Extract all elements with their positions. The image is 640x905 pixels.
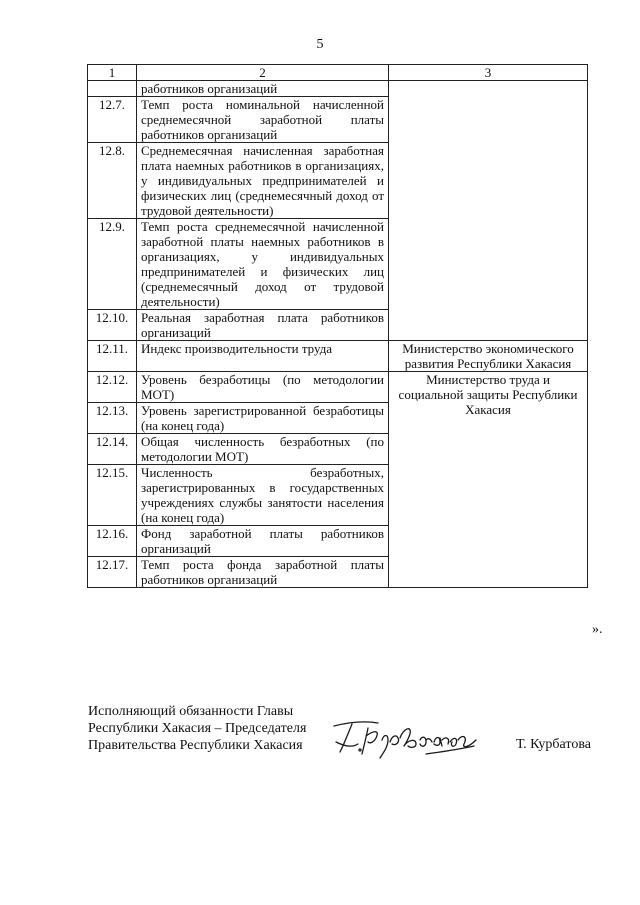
row-number: 12.9. <box>88 219 137 310</box>
row-number: 12.11. <box>88 341 137 372</box>
header-col-1: 1 <box>88 65 137 81</box>
row-description: Реальная заработная плата работников организаций <box>137 310 389 341</box>
row-number <box>88 81 137 97</box>
header-col-2: 2 <box>137 65 389 81</box>
row-number: 12.8. <box>88 143 137 219</box>
header-col-3: 3 <box>389 65 588 81</box>
row-number: 12.14. <box>88 434 137 465</box>
closing-quote: ». <box>592 622 603 637</box>
signatory-title-line: Республики Хакасия – Председателя <box>88 721 307 736</box>
table-row <box>88 372 588 403</box>
handwritten-signature <box>330 712 480 760</box>
department-cell-empty <box>389 81 588 341</box>
row-description: Темп роста номинальной начисленной среднемесячной заработной платы работников организаций <box>137 97 389 143</box>
department-labor: Министерство труда и социальной защиты Республики Хакасия <box>389 372 588 588</box>
table-row <box>88 81 588 97</box>
row-description: Фонд заработной платы работников организаций <box>137 526 389 557</box>
row-description: Среднемесячная начисленная заработная плата наемных работников в организациях, у индивидуальных предпринимателей и физических лиц (среднемесячный доход от трудовой деятельности) <box>137 143 389 219</box>
row-number: 12.7. <box>88 97 137 143</box>
signatory-name: Т. Курбатова <box>516 737 591 752</box>
row-description: Уровень зарегистрированной безработицы (на конец года) <box>137 403 389 434</box>
signatory-title <box>88 703 306 754</box>
row-description: Уровень безработицы (по методологии МОТ) <box>137 372 389 403</box>
row-number: 12.16. <box>88 526 137 557</box>
row-number: 12.15. <box>88 465 137 526</box>
row-number: 12.17. <box>88 557 137 588</box>
table-header-row <box>88 65 588 81</box>
row-description: Темп роста фонда заработной платы работников организаций <box>137 557 389 588</box>
department-economy: Министерство экономического развития Республики Хакасия <box>389 341 588 372</box>
indicators-table <box>87 64 588 588</box>
row-description: Общая численность безработных (по методологии МОТ) <box>137 434 389 465</box>
row-number: 12.12. <box>88 372 137 403</box>
row-number: 12.10. <box>88 310 137 341</box>
table-row <box>88 341 588 372</box>
page-number: 5 <box>316 37 324 52</box>
row-description: работников организаций <box>137 81 389 97</box>
row-description: Численность безработных, зарегистрированных в государственных учреждениях службы занятости населения (на конец года) <box>137 465 389 526</box>
row-description: Индекс производительности труда <box>137 341 389 372</box>
row-description: Темп роста среднемесячной начисленной заработной платы наемных работников в организациях, у индивидуальных предпринимателей и физических лиц (среднемесячный доход от трудовой деятельности) <box>137 219 389 310</box>
signatory-title-line: Исполняющий обязанности Главы <box>88 704 294 719</box>
signatory-title-line: Правительства Республики Хакасия <box>88 738 303 753</box>
row-number: 12.13. <box>88 403 137 434</box>
